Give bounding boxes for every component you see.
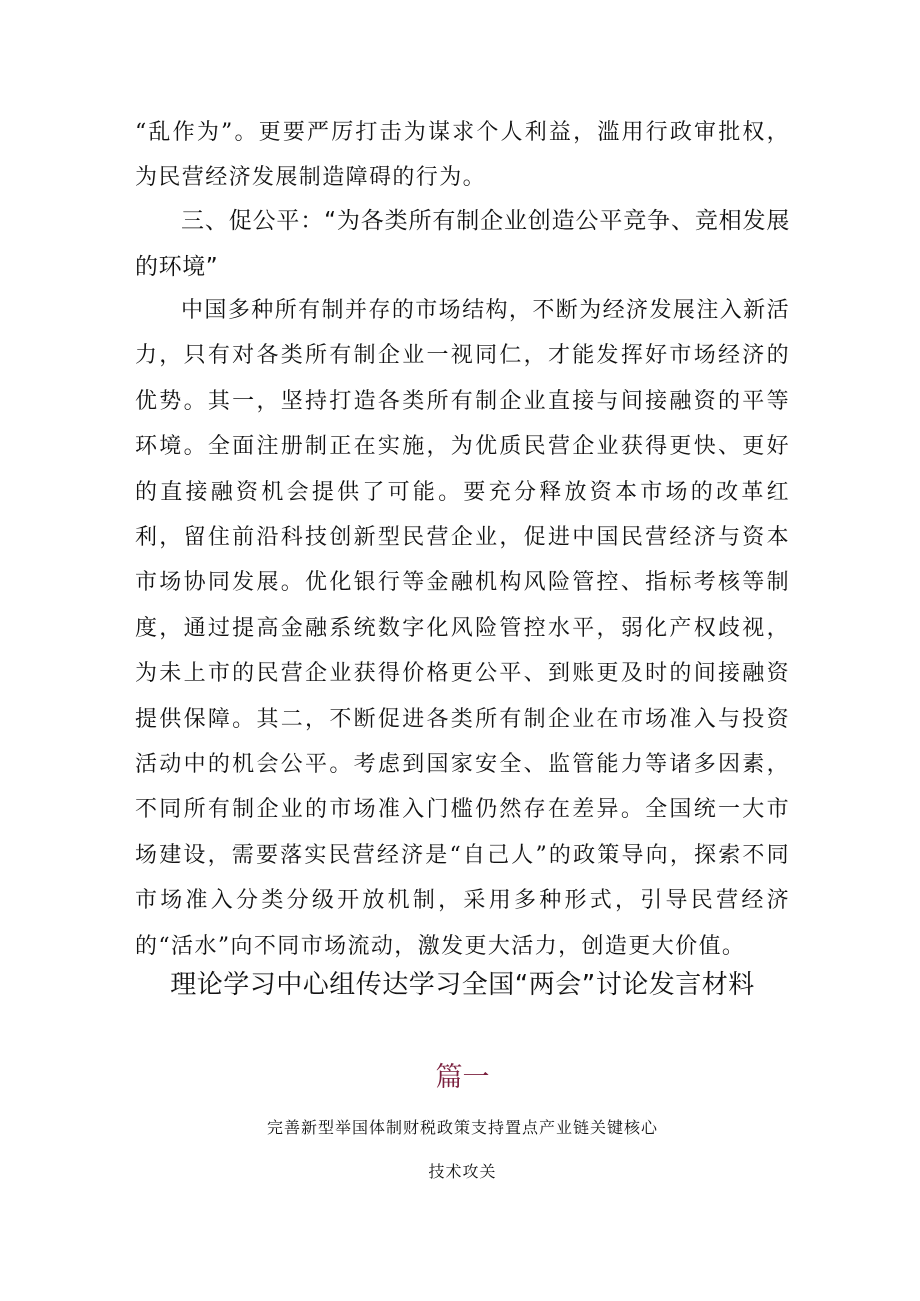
document-title: 理论学习中心组传达学习全国“两会”讨论发言材料 xyxy=(170,970,755,1000)
chapter-label: 篇一 xyxy=(435,1062,490,1093)
article-subtitle-line2: 技术攻关 xyxy=(428,1162,497,1181)
paragraph-body: 中国多种所有制并存的市场结构，不断为经济发展注入新活力，只有对各类所有制企业一视同仁，才能发挥好市场经济的优势。其一，坚持打造各类所有制企业直接与间接融资的平等环境。全面注册制正在实施，为优质民营企业获得更快、更好的直接融资机会提供了可能。要充分释放资本市场的改革红利，留住前沿科技创新型民营企业，促进中国民营经济与资本市场协同发展。优化银行等金融机构风险管控、指标考核等制度，通过提高金融系统数字化风险管控水平，弱化产权歧视，为未上市的民营企业获得价格更公平、到账更及时的间接融资提供保障。其二，不断促进各类所有制企业在市场准入与投资活动中的机会公平。考虑到国家安全、监管能力等诸多因素，不同所有制企业的市场准入门槛仍然存在差异。全国统一大市场建设，需要落实民营经济是“自己人”的政策导向，探索不同市场准入分类分级开放机制，采用多种形式，引导民营经济的“活水”向不同市场流动，激发更大活力，创造更大价值。 xyxy=(135,298,790,959)
section-heading: 三、促公平：“为各类所有制企业创造公平竞争、竞相发展的环境” xyxy=(135,208,790,280)
paragraph-continued: “乱作为”。更要严厉打击为谋求个人利益，滥用行政审批权，为民营经济发展制造障碍的行为。 xyxy=(135,120,790,191)
article-subtitle-line1: 完善新型举国体制财税政策支持置点产业链关键核心 xyxy=(266,1118,658,1137)
